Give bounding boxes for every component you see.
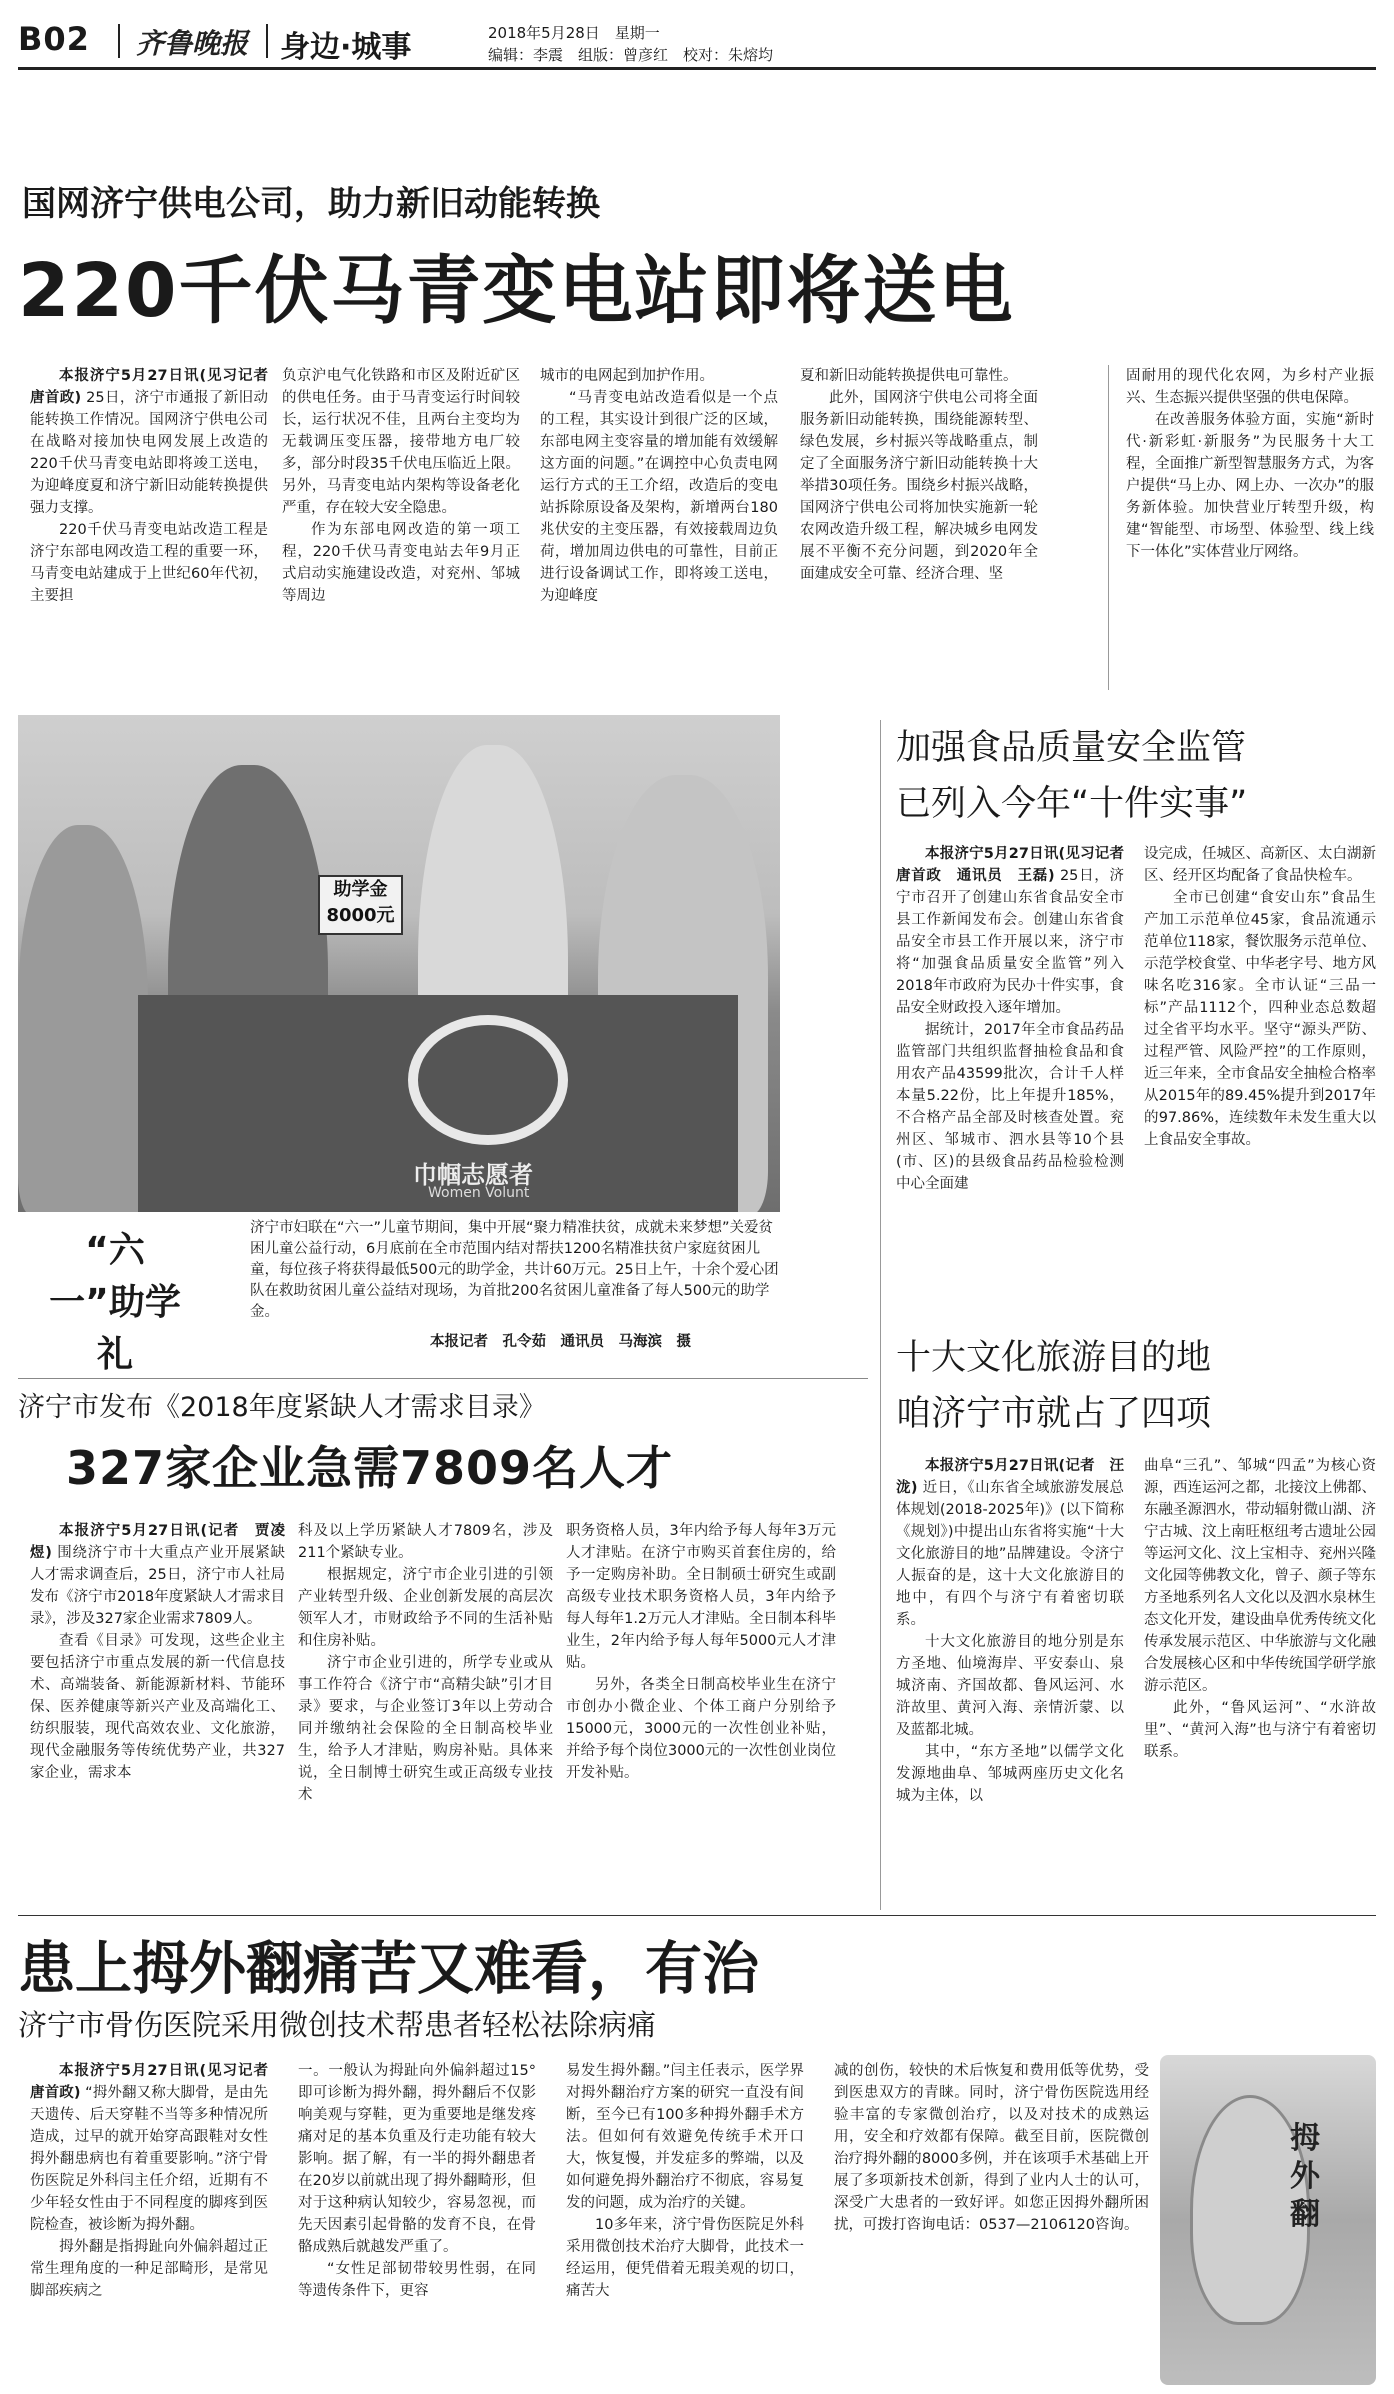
- article-paragraph: 夏和新旧动能转换提供电可靠性。: [800, 368, 1018, 384]
- article-paragraph: 另外，各类全日制高校毕业生在济宁市创办小微企业、个体工商户分别给予15000元，3000元的一次性创业补贴，并给予每个岗位3000元的一次性创业岗位开发补贴。: [566, 1677, 836, 1781]
- article-paragraph: 易发生拇外翻。”闫主任表示，医学界对拇外翻治疗方案的研究一直没有间断，至今已有100多种拇外翻手术方法。但如何有效避免传统手术开口大，恢复慢，并发症多的弊端，以及如何避免拇外翻治疗不彻底，容易复发的问题，成为治疗的关键。: [566, 2063, 804, 2211]
- article-paragraph: 职务资格人员，3年内给予每人每年3万元人才津贴。在济宁市购买首套住房的，给予一定购房补助。全日制硕士研究生或副高级专业技术职务资格人员，3年内给予每人每年1.2万元人才津贴。全日制本科毕业生，2年内给予每人每年5000元人才津贴。: [566, 1523, 836, 1671]
- article-paragraph: 科及以上学历紧缺人才7809名，涉及211个紧缺专业。: [298, 1523, 553, 1561]
- talent-headline: 327家企业急需7809名人才: [66, 1441, 674, 1495]
- article1-subtitle: 国网济宁供电公司，助力新旧动能转换: [22, 184, 600, 224]
- article1-column-3: [540, 365, 778, 607]
- article-paragraph: 10多年来，济宁骨伤医院足外科采用微创技术治疗大脚骨，此技术一经运用，便凭借着无瑕美观的切口，痛苦大: [566, 2217, 804, 2299]
- talent-subtitle: 济宁市发布《2018年度紧缺人才需求目录》: [18, 1392, 546, 1423]
- article-paragraph: 拇外翻是指拇趾向外偏斜超过正常生理角度的一种足部畸形，是常见脚部疾病之: [30, 2239, 268, 2299]
- article-paragraph: 据统计，2017年全市食品药品监管部门共组织监督抽检食品和食用农产品43599批次，合计千人样本量5.22份，比上年提升185%，不合格产品全部及时核查处置。兖州区、邹城市、泗水县等10个县(市、区)的县级食品药品检验检测中心全面建: [896, 1022, 1124, 1192]
- charity-event-photo: [18, 715, 780, 1212]
- banner-english-text: Women Volunt: [428, 1185, 530, 1201]
- page-number: B02: [18, 20, 90, 58]
- article-paragraph: 220千伏马青变电站改造工程是济宁东部电网改造工程的重要一环，马青变电站建成于上世纪60年代初，主要担: [30, 522, 268, 604]
- banner-text: 巾帼志愿者: [413, 1161, 533, 1189]
- culture-column-2: [1144, 1455, 1376, 1763]
- article1-column-5: [1126, 365, 1374, 563]
- article-paragraph: 十大文化旅游目的地分别是东方圣地、仙境海岸、平安泰山、泉城济南、齐国故都、鲁风运河、水浒故里、黄河入海、亲情沂蒙、以及蓝都北城。: [896, 1634, 1124, 1738]
- masthead: [18, 18, 1376, 70]
- article-paragraph: 此外，“鲁风运河”、“水浒故里”、“黄河入海”也与济宁有着密切联系。: [1144, 1700, 1376, 1760]
- article-paragraph: 济宁市企业引进的，所学专业或从事工作符合《济宁市“高精尖缺”引才目录》要求，与企业签订3年以上劳动合同并缴纳社会保险的全日制高校毕业生，给予人才津贴，购房补贴。具体来说，全日制博士研究生或正高级专业技术: [298, 1655, 553, 1803]
- article-paragraph: 根据规定，济宁市企业引进的引领产业转型升级、企业创新发展的高层次领军人才，市财政给予不同的生活补贴和住房补贴。: [298, 1567, 553, 1649]
- article-paragraph: 曲阜“三孔”、邹城“四孟”为核心资源，西连运河之都，北接汶上佛都、东融圣源泗水，带动辐射微山湖、济宁古城、汶上南旺枢纽考古遗址公园等运河文化、汶上宝相寺、兖州兴隆文化园等佛教文化，曾子、颜子等东方圣地系列名人文化以及泗水泉林生态文化开发，建设曲阜优秀传统文化传承发展示范区、中华旅游与文化融合发展核心区和中华传统国学研学旅游示范区。: [1144, 1458, 1376, 1694]
- article-paragraph: 城市的电网起到加护作用。: [540, 368, 714, 384]
- article-paragraph: 一。一般认为拇趾向外偏斜超过15°即可诊断为拇外翻，拇外翻后不仅影响美观与穿鞋，更为重要地是继发疼痛对足的基本负重及行走功能有较大影响。据了解，有一半的拇外翻患者在20岁以前就出现了拇外翻畸形，但对于这种病认知较少，容易忽视，而先天因素引起骨骼的发育不良，在骨骼成熟后就越发严重了。: [298, 2063, 536, 2255]
- food-safety-headline: 加强食品质量安全监管 已列入今年“十件实事”: [896, 728, 1248, 824]
- article-paragraph: 在改善服务体验方面，实施“新时代·新彩虹·新服务”为民服务十大工程，全面推广新型智慧服务方式，为客户提供“马上办、网上办、一次办”的服务新体验。加快营业厅转型升级，构建“智能型、市场型、体验型、线上线下一体化”实体营业厅网络。: [1126, 412, 1374, 560]
- volunteer-logo-icon: [408, 1015, 568, 1145]
- article-paragraph: 全市已创建“食安山东”食品生产加工示范单位45家，食品流通示范单位118家，餐饮服务示范单位、示范学校食堂、中华老字号、地方风味名吃316家。全市认证“三品一标”产品1112个，四种业态总数超过全省平均水平。坚守“源头严防、过程严管、风险严控”的工作原则，近三年来，全市食品安全抽检合格率从2015年的89.45%提升到2017年的97.86%，连续数年未发生重大以上食品安全事故。: [1144, 890, 1376, 1148]
- article-paragraph: “女性足部韧带较男性弱，在同等遗传条件下，更容: [298, 2261, 536, 2299]
- article-paragraph: 其中，“东方圣地”以儒学文化发源地曲阜、邹城两座历史文化名城为主体，以: [896, 1744, 1124, 1804]
- talent-dateline: 本报济宁5月27日讯(记者 贾凌煜): [30, 1523, 285, 1561]
- hallux-column-4: [834, 2060, 1149, 2236]
- hallux-headline: 患上拇外翻痛苦又难看，有治: [18, 1936, 759, 2002]
- article-paragraph: 负京沪电气化铁路和市区及附近矿区的供电任务。由于马青变运行时间较长，运行状况不佳，且两台主变均为无载调压变压器，接带地方电厂较多，部分时段35千伏电压临近上限。另外，马青变电站内架构等设备老化严重，存在较大安全隐患。: [282, 368, 520, 516]
- article-paragraph: “马青变电站改造看似是一个点的工程，其实设计到很广泛的区域，东部电网主变容量的增加能有效缓解这方面的问题。”在调控中心负责电网运行方式的王工介绍，改造后的变电站拆除原设备及架构，新增两台180兆伏安的主变压器，有效接载周边负荷，增加周边供电的可靠性，目前正进行设备调试工作，即将竣工送电，为迎峰度: [540, 390, 778, 604]
- hallux-dateline: 本报济宁5月27日讯(见习记者 唐首政): [30, 2063, 283, 2101]
- photo-caption-title: “六一”助学礼: [49, 1230, 181, 1375]
- article-paragraph: 查看《目录》可发现，这些企业主要包括济宁市重点发展的新一代信息技术、高端装备、新能源新材料、节能环保、医养健康等新兴产业及高端化工、纺织服装，现代高效农业、文化旅游，现代金融服务等传统优势产业，共327家企业，需求本: [30, 1633, 285, 1781]
- article1-headline: 220千伏马青变电站即将送电: [18, 248, 1015, 334]
- hallux-column-3: [566, 2060, 804, 2302]
- newspaper-logo: 齐鲁晚报: [136, 27, 249, 60]
- editor-credits: 编辑：李震 组版：曾彦红 校对：朱熔均: [488, 46, 774, 64]
- culture-column-1: 本报济宁5月27日讯(记者 汪泷) 近日，《山东省全域旅游发展总体规划(2018-2025年)》(以下简称《规划》)中提出山东省将实施“十大文化旅游目的地”品牌建设。令济宁人振奋的是，这十大文化旅游目的地中，有四个与济宁有着密切联系。 十大文化旅游目的地分别是东方圣地、仙境海岸、平安泰山、泉城济南、齐国故都、鲁风运河、水浒故里、黄河入海、亲情沂蒙、以及蓝都北城。 其中，“东方圣地”以儒学文化发源地曲阜、邹城两座历史文化名城为主体，以: [896, 1455, 1124, 1807]
- hallux-subtitle: 济宁市骨伤医院采用微创技术帮患者轻松祛除病痛: [18, 2008, 657, 2042]
- hallux-column-2: [298, 2060, 536, 2302]
- article1-column-4: [800, 365, 1038, 585]
- photo-byline: 本报记者 孔令茹 通讯员 马海滨 摄: [430, 1334, 691, 1350]
- culture-dateline: 本报济宁5月27日讯(记者 汪泷): [896, 1458, 1124, 1496]
- talent-column-2: [298, 1520, 553, 1806]
- article-paragraph: 减的创伤，较快的术后恢复和费用低等优势，受到医患双方的青睐。同时，济宁骨伤医院选用经验丰富的专家微创治疗，以及对技术的成熟运用，安全和疗效都有保障。截至目前，医院微创治疗拇外翻的8000多例，并在该项手术基础上开展了多项新技术创新，得到了业内人士的认可，深受广大患者的一致好评。如您正因拇外翻所困扰，可拨打咨询电话：0537—2106120咨询。: [834, 2063, 1149, 2233]
- talent-column-3: [566, 1520, 836, 1784]
- foot-photo-label: 拇外翻: [1290, 2121, 1320, 2232]
- article-paragraph: 作为东部电网改造的第一项工程，220千伏马青变电站去年9月正式启动实施建设改造，对兖州、邹城等周边: [282, 522, 520, 604]
- culture-tourism-headline: 十大文化旅游目的地 咱济宁市就占了四项: [896, 1338, 1212, 1434]
- talent-column-1: 本报济宁5月27日讯(记者 贾凌煜) 围绕济宁市十大重点产业开展紧缺人才需求调查后，25日，济宁市人社局发布《济宁市2018年度紧缺人才需求目录》，涉及327家企业需求7809人。 查看《目录》可发现，这些企业主要包括济宁市重点发展的新一代信息技术、高端装备、新能源新材料、节能环保、医养健康等新兴产业及高端化工、纺织服装，现代高效农业、文化旅游，现代金融服务等传统优势产业，共327家企业，需求本: [30, 1520, 285, 1784]
- article-paragraph: 此外，国网济宁供电公司将全面服务新旧动能转换，围绕能源转型、绿色发展，乡村振兴等战略重点，制定了全面服务济宁新旧动能转换十大举措30项任务。围绕乡村振兴战略，国网济宁供电公司将加快实施新一轮农网改造升级工程，解决城乡电网发展不平衡不充分问题，到2020年全面建成安全可靠、经济合理、坚: [800, 390, 1038, 582]
- food-column-2: [1144, 843, 1376, 1151]
- article1-dateline: 本报济宁5月27日讯(见习记者 唐首政): [30, 368, 283, 406]
- photo-caption-text: 济宁市妇联在“六一”儿童节期间，集中开展“聚力精准扶贫，成就未来梦想”关爱贫困儿童公益行动，6月底前在全市范围内结对帮扶1200名精准扶贫户家庭贫困儿童，每位孩子将获得最低500元的助学金，共计60万元。25日上午，十余个爱心团队在救助贫困儿童公益结对现场，为首批200名贫困儿童准备了每人500元的助学金。: [250, 1220, 779, 1320]
- donation-sign: 助学金 8000元: [318, 875, 403, 935]
- foot-photo: [1160, 2055, 1376, 2385]
- issue-date: 2018年5月28日 星期一: [488, 24, 660, 42]
- food-column-1: 本报济宁5月27日讯(见习记者 唐首政 通讯员 王磊) 25日，济宁市召开了创建山东省食品安全市县工作新闻发布会。创建山东省食品安全市县工作开展以来，济宁市将“加强食品质量安全监管”列入2018年市政府为民办十件实事，食品安全财政投入逐年增加。 据统计，2017年全市食品药品监管部门共组织监督抽检食品和食用农产品43599批次，合计千人样本量5.22份，比上年提升185%，不合格产品全部及时核查处置。兖州区、邹城市、泗水县等10个县(市、区)的县级食品药品检验检测中心全面建: [896, 843, 1124, 1195]
- article1-column-1: 本报济宁5月27日讯(见习记者 唐首政) 25日，济宁市通报了新旧动能转换工作情况。国网济宁供电公司在战略对接加快电网发展上改造的220千伏马青变电站即将竣工送电，为迎峰度夏和济宁新旧动能转换提供强力支撑。 220千伏马青变电站改造工程是济宁东部电网改造工程的重要一环，马青变电站建成于上世纪60年代初，主要担: [30, 365, 268, 607]
- article-paragraph: 固耐用的现代化农网，为乡村产业振兴、生态振兴提供坚强的供电保障。: [1126, 368, 1374, 406]
- article1-column-2: [282, 365, 520, 607]
- hallux-column-1: 本报济宁5月27日讯(见习记者 唐首政) “拇外翻又称大脚骨，是由先天遗传、后天穿鞋不当等多种情况所造成，过早的就开始穿高跟鞋对女性拇外翻患病也有着重要影响。”济宁骨伤医院足外科闫主任介绍，近期有不少年轻女性由于不同程度的脚疼到医院检查，被诊断为拇外翻。 拇外翻是指拇趾向外偏斜超过正常生理角度的一种足部畸形，是常见脚部疾病之: [30, 2060, 268, 2302]
- article-paragraph: 设完成，任城区、高新区、太白湖新区、经开区均配备了食品快检车。: [1144, 846, 1376, 884]
- food-dateline: 本报济宁5月27日讯(见习记者 唐首政 通讯员 王磊): [896, 846, 1139, 884]
- section-title: 身边·城事: [280, 30, 412, 65]
